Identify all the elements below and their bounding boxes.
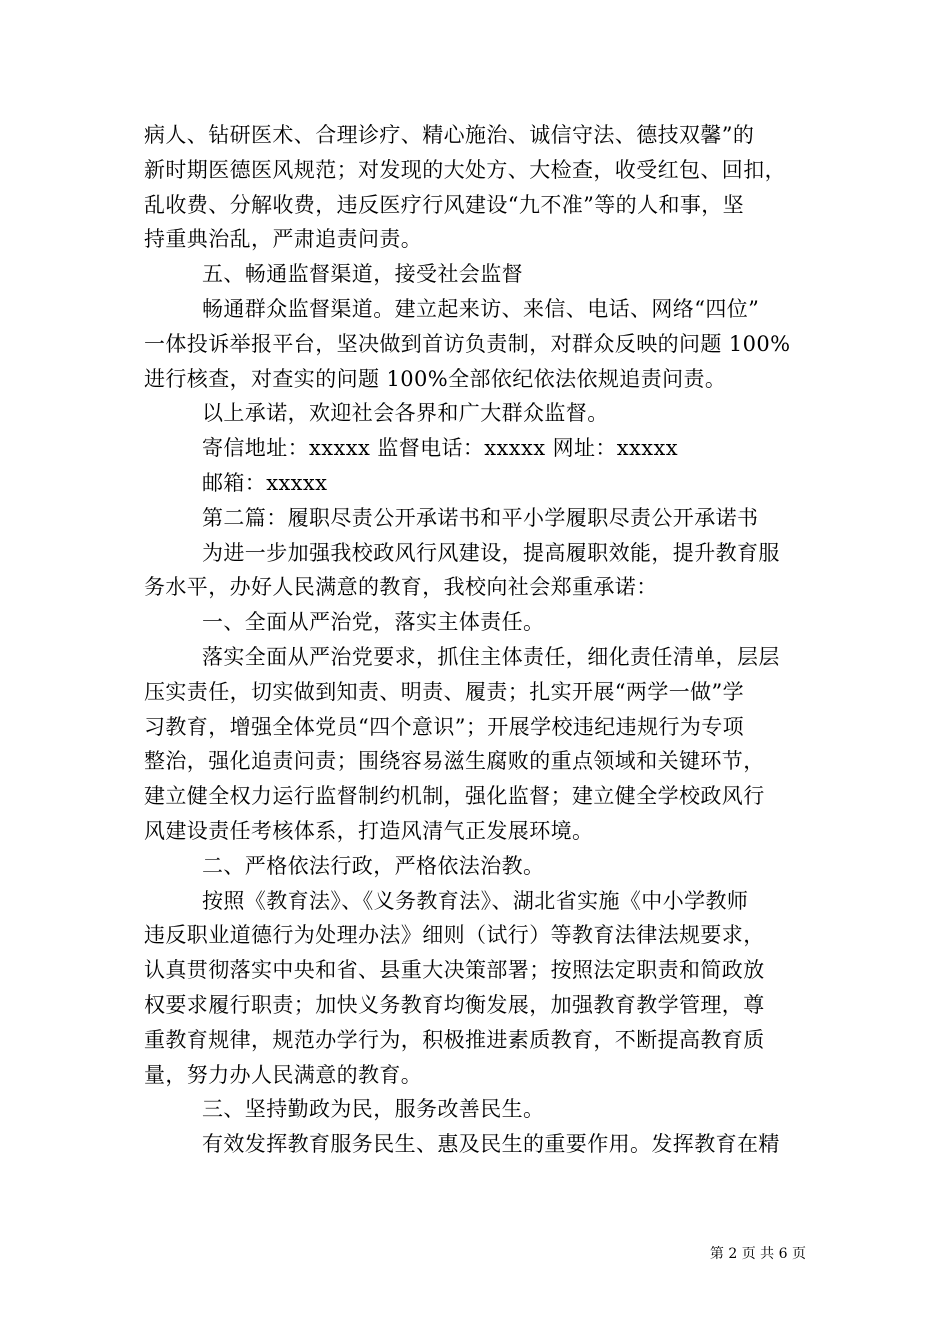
text-line: 一体投诉举报平台，坚决做到首访负责制，对群众反映的问题 100% [144,331,791,356]
section-heading: 五、畅通监督渠道，接受社会监督 [202,262,523,287]
email-line: 邮箱：xxxxx [202,470,328,495]
text-line: 风建设责任考核体系，打造风清气正发展环境。 [144,818,594,843]
text-line: 建立健全权力运行监督制约机制，强化监督；建立健全学校政风行 [144,784,765,809]
text-line: 以上承诺，欢迎社会各界和广大群众监督。 [202,401,609,426]
chapter-title: 第二篇：履职尽责公开承诺书和平小学履职尽责公开承诺书 [202,505,759,530]
text-line: 为进一步加强我校政风行风建设，提高履职效能，提升教育服 [202,540,780,565]
text-line: 压实责任，切实做到知责、明责、履责；扎实开展“两学一做”学 [144,679,745,704]
text-line: 乱收费、分解收费，违反医疗行风建设“九不准”等的人和事，坚 [144,192,745,217]
contact-line: 寄信地址：xxxxx 监督电话：xxxxx 网址：xxxxx [202,436,678,461]
text-line: 权要求履行职责；加快义务教育均衡发展，加强教育教学管理，尊 [144,992,765,1017]
section-heading: 三、坚持勤政为民，服务改善民生。 [202,1097,545,1122]
document-body [144,118,824,1162]
text-line: 新时期医德医风规范；对发现的大处方、大检查，收受红包、回扣， [144,157,786,182]
text-line: 落实全面从严治党要求，抓住主体责任，细化责任清单，层层 [202,644,780,669]
page-number-footer: 第 2 页 共 6 页 [709,1246,806,1262]
text-line: 进行核查，对查实的问题 100%全部依纪依法依规追责问责。 [144,366,727,391]
text-line: 持重典治乱，严肃追责问责。 [144,227,423,252]
text-line: 按照《教育法》、《义务教育法》、湖北省实施《中小学教师 [202,888,749,913]
text-line: 量，努力办人民满意的教育。 [144,1062,423,1087]
text-line: 整治，强化追责问责；围绕容易滋生腐败的重点领域和关键环节， [144,749,765,774]
text-line: 务水平，办好人民满意的教育，我校向社会郑重承诺： [144,575,658,600]
section-heading: 一、全面从严治党，落实主体责任。 [202,610,545,635]
text-line: 违反职业道德行为处理办法》细则（试行）等教育法律法规要求， [144,923,765,948]
text-line: 认真贯彻落实中央和省、县重大决策部署；按照法定职责和简政放 [144,958,765,983]
text-line: 畅通群众监督渠道。建立起来访、来信、电话、网络“四位” [202,296,760,321]
text-line: 病人、钻研医术、合理诊疗、精心施治、诚信守法、德技双馨”的 [144,123,755,147]
section-heading: 二、严格依法行政，严格依法治教。 [202,853,545,878]
text-line: 习教育，增强全体党员“四个意识”；开展学校违纪违规行为专项 [144,714,745,739]
text-line: 重教育规律，规范办学行为，积极推进素质教育，不断提高教育质 [144,1027,765,1052]
text-line: 有效发挥教育服务民生、惠及民生的重要作用。发挥教育在精 [202,1132,780,1157]
